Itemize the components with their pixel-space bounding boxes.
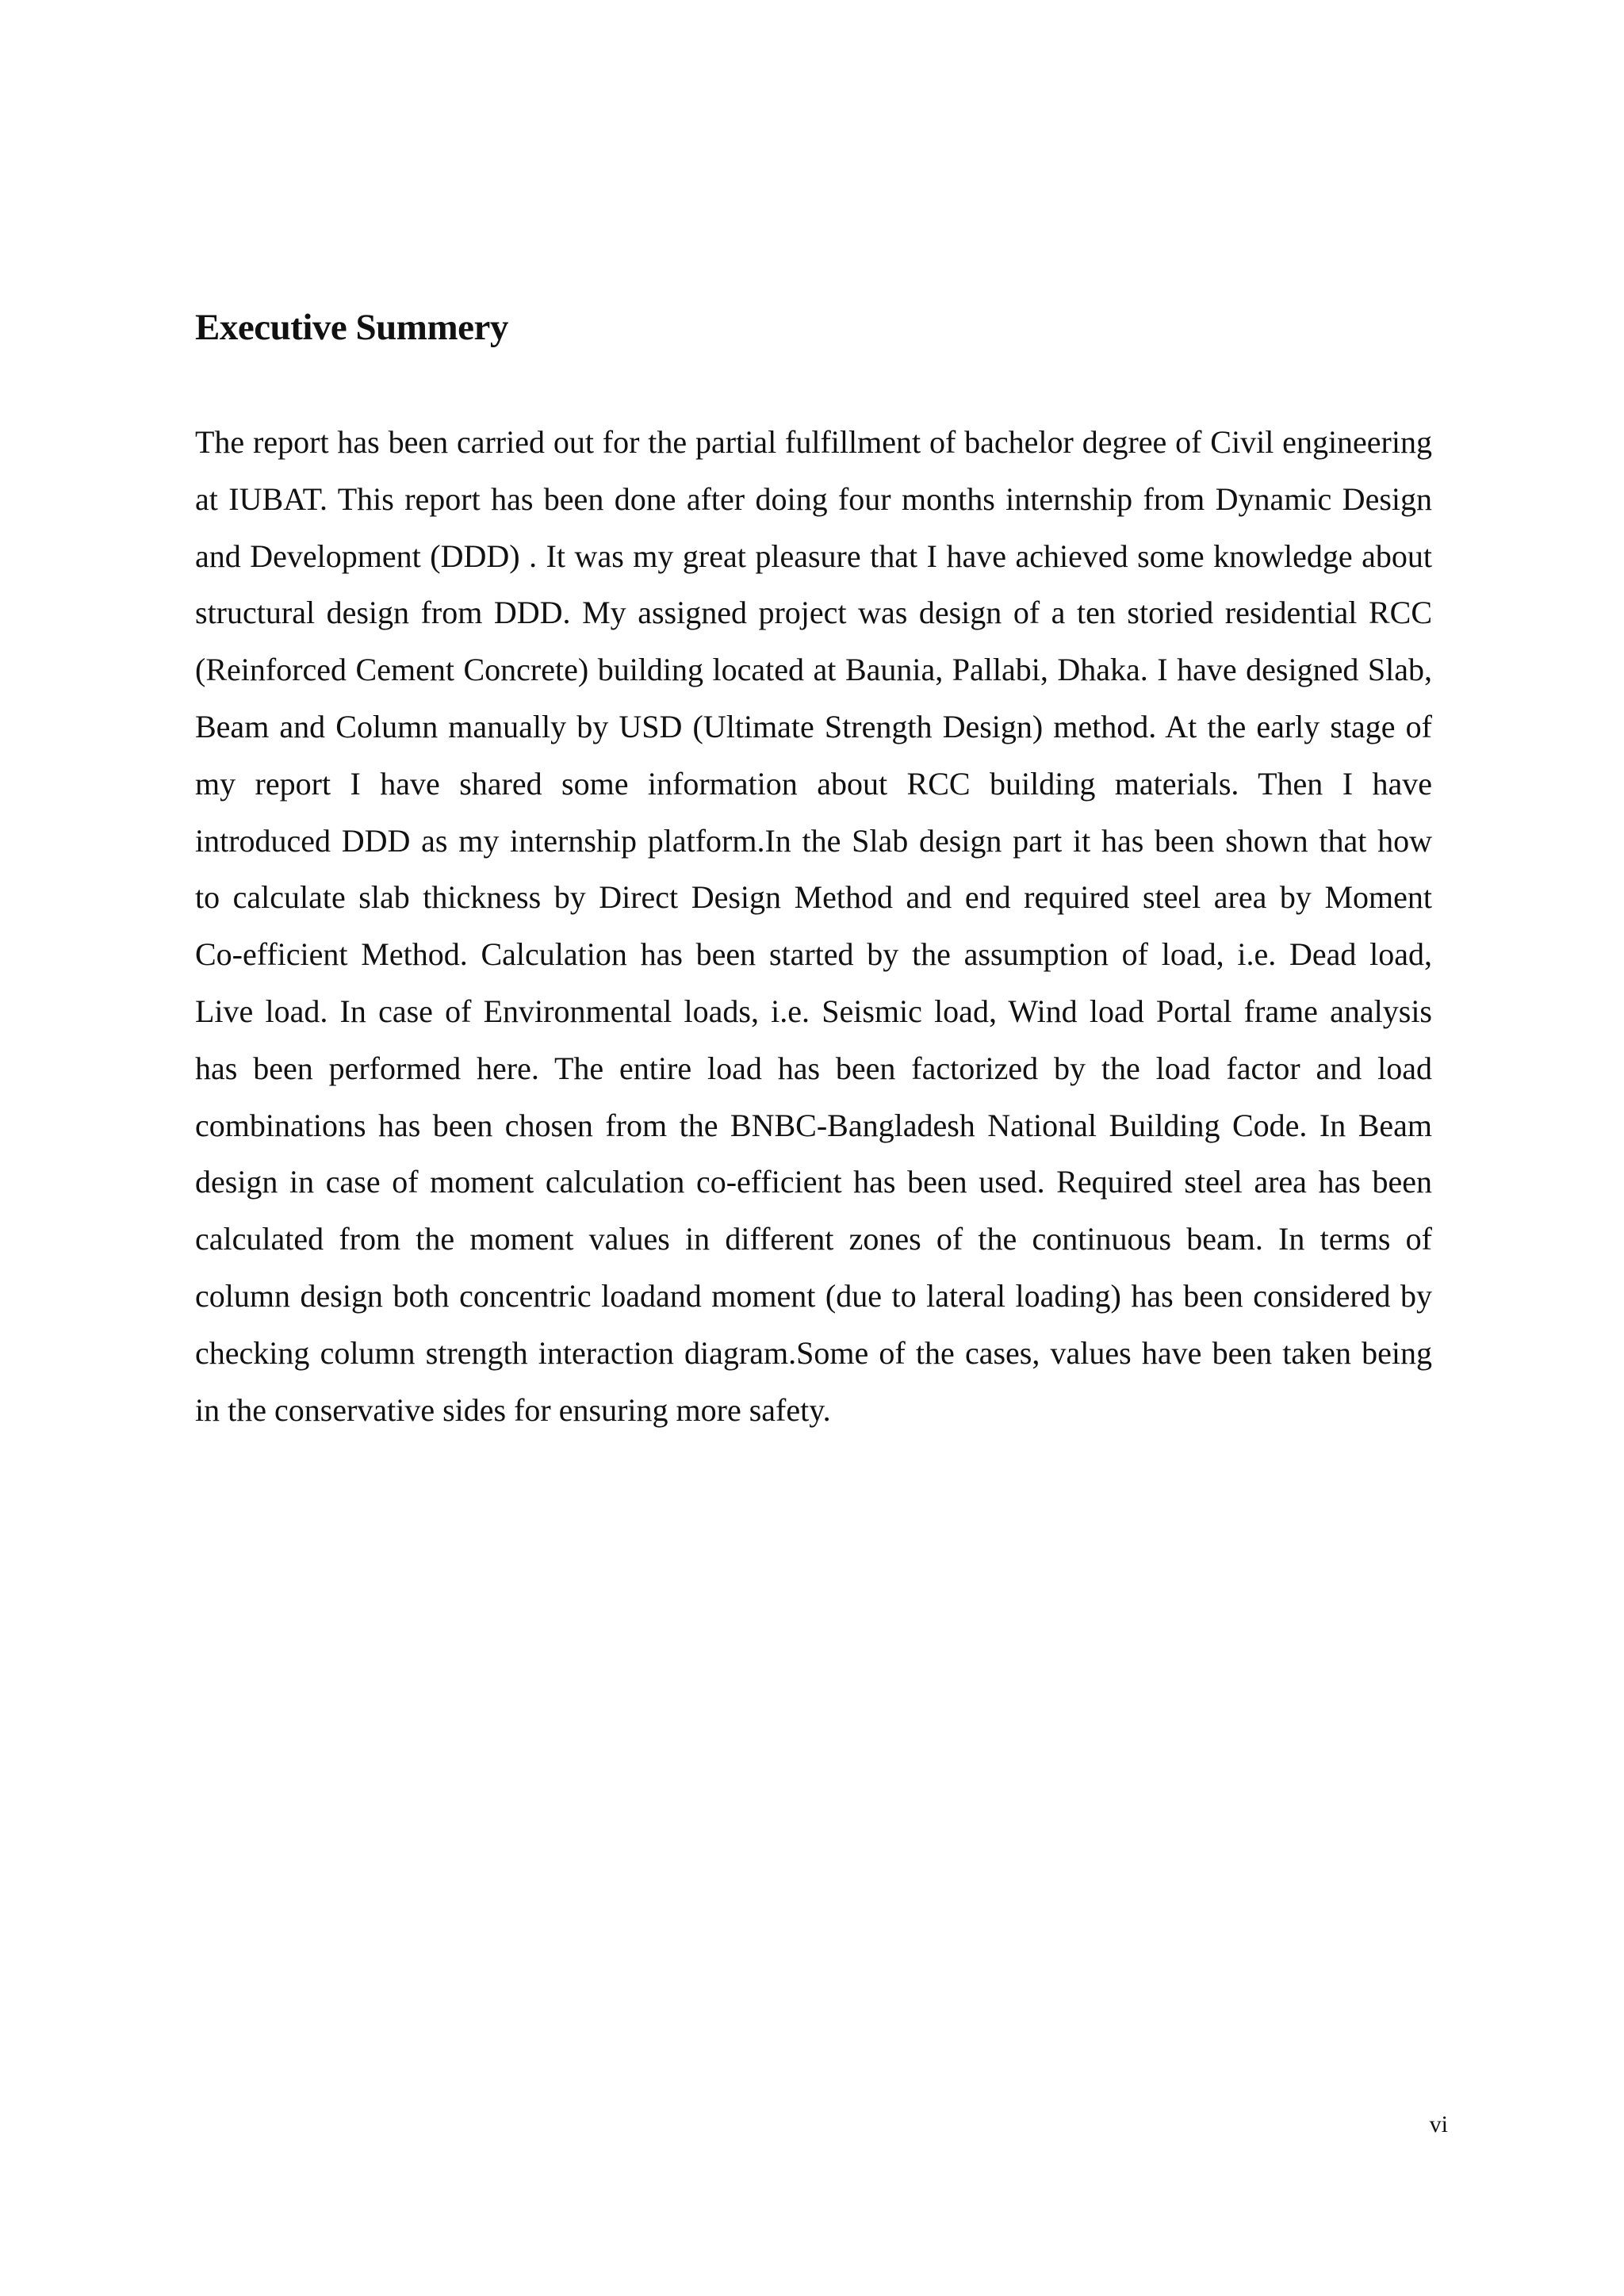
paragraph-line: and Development (DDD) . It was my great pleasure that I have achieved some knowledge about <box>195 538 1432 574</box>
summary-paragraph <box>195 414 1432 1438</box>
paragraph-line: introduced DDD as my internship platform.In the Slab design part it has been shown that how <box>195 822 1432 859</box>
page-number: vi <box>1429 2111 1448 2137</box>
paragraph-line: has been performed here. The entire load has been factorized by the load factor and load <box>195 1050 1432 1086</box>
paragraph-line: (Reinforced Cement Concrete) building located at Baunia, Pallabi, Dhaka. I have designed Slab, <box>195 652 1432 688</box>
paragraph-line: Beam and Column manually by USD (Ultimate Strength Design) method. At the early stage of <box>195 708 1432 744</box>
paragraph-line: to calculate slab thickness by Direct Design Method and end required steel area by Moment <box>195 879 1432 916</box>
paragraph-line: combinations has been chosen from the BNBC-Bangladesh National Building Code. In Beam <box>195 1107 1432 1143</box>
paragraph-line: The report has been carried out for the partial fulfillment of bachelor degree of Civil engineering <box>195 424 1432 460</box>
paragraph-line: Co-efficient Method. Calculation has been started by the assumption of load, i.e. Dead load, <box>195 936 1432 973</box>
paragraph-line: my report I have shared some information about RCC building materials. Then I have <box>195 765 1432 802</box>
paragraph-line: structural design from DDD. My assigned project was design of a ten storied residential RCC <box>195 595 1432 631</box>
paragraph-line: Live load. In case of Environmental loads, i.e. Seismic load, Wind load Portal frame analysis <box>195 993 1432 1029</box>
paragraph-line: at IUBAT. This report has been done after doing four months internship from Dynamic Design <box>195 480 1432 517</box>
paragraph-line-last: in the conservative sides for ensuring more safety. <box>195 1391 831 1428</box>
paragraph-line: column design both concentric loadand moment (due to lateral loading) has been considered by <box>195 1277 1432 1314</box>
paragraph-line: checking column strength interaction diagram.Some of the cases, values have been taken being <box>195 1334 1432 1371</box>
paragraph-line: calculated from the moment values in different zones of the continuous beam. In terms of <box>195 1221 1432 1257</box>
paragraph-line: design in case of moment calculation co-efficient has been used. Required steel area has been <box>195 1164 1432 1200</box>
section-heading: Executive Summery <box>195 307 508 348</box>
